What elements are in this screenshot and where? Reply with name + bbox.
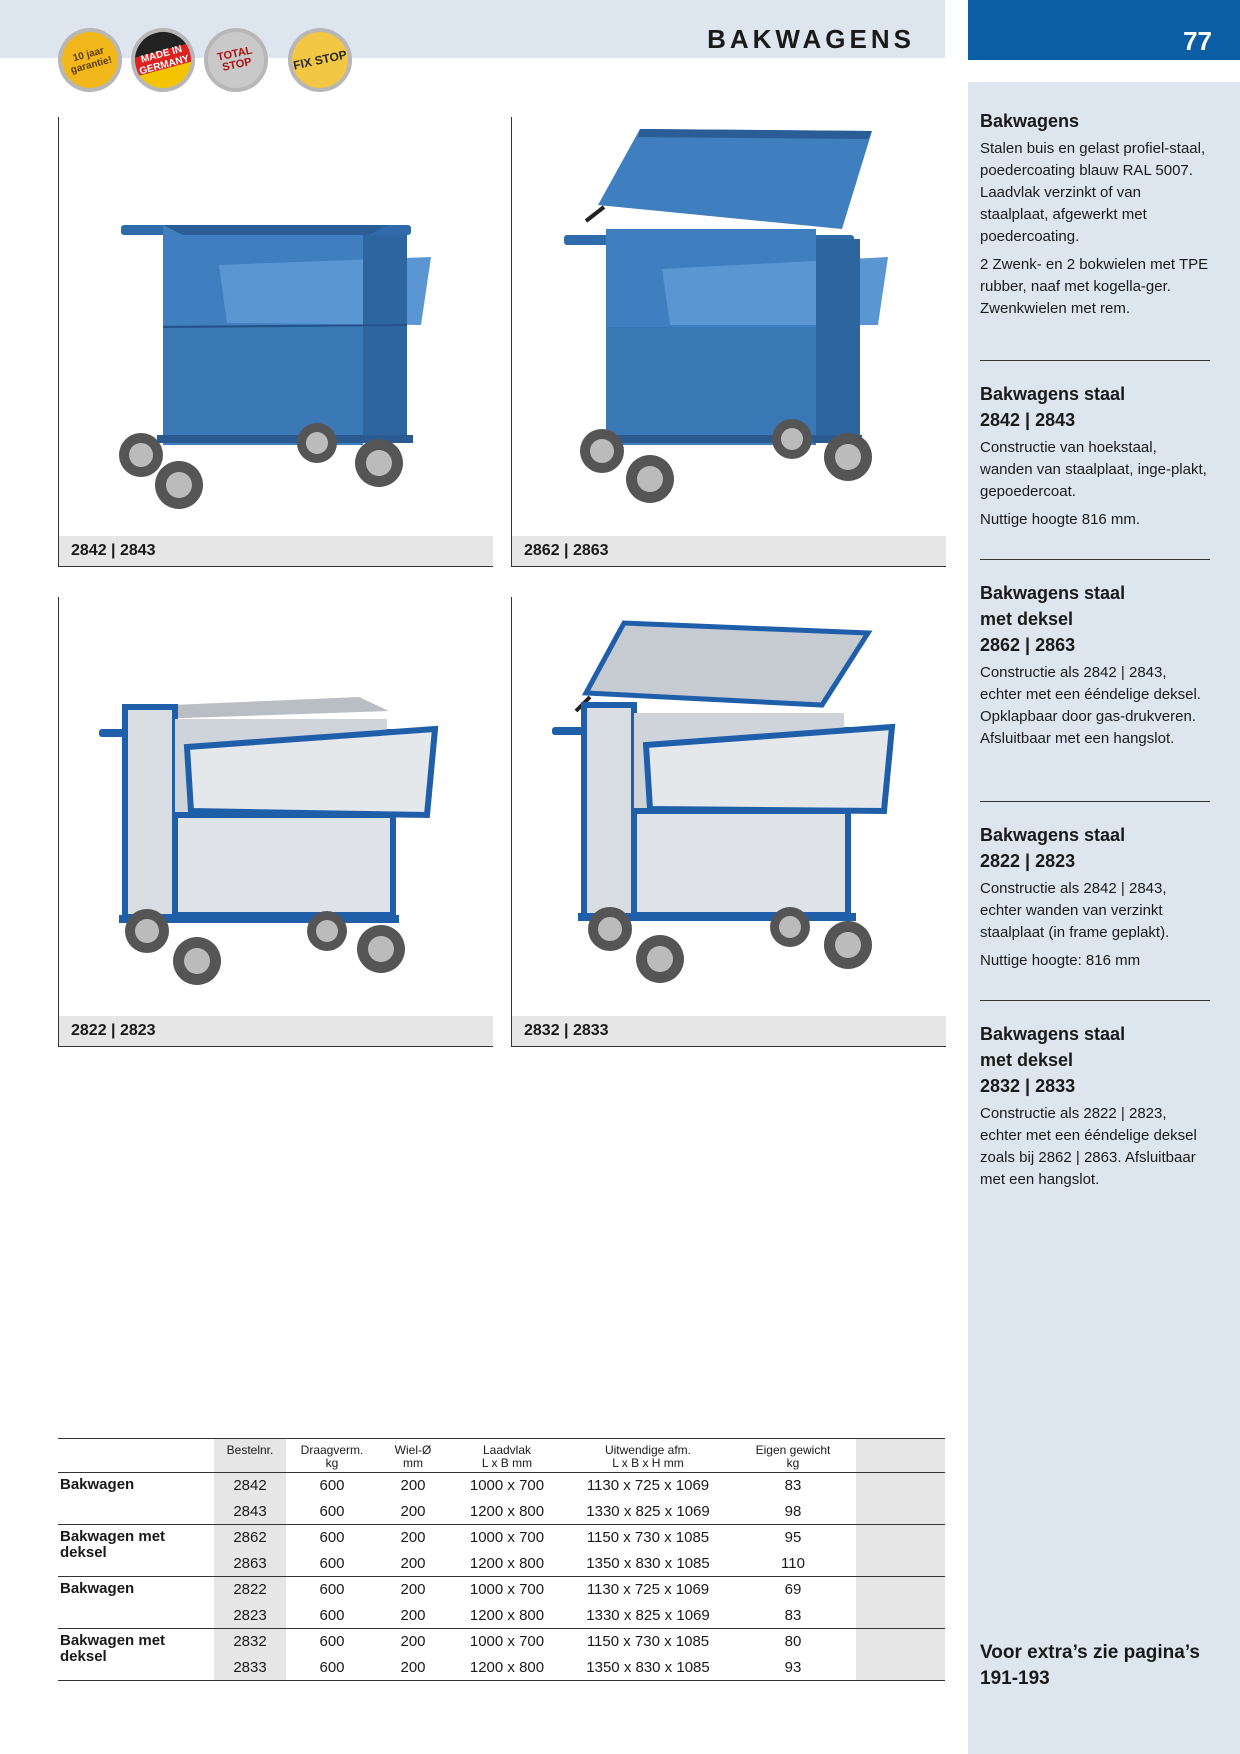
section-divider bbox=[980, 360, 1210, 361]
spec-table bbox=[58, 1438, 945, 1681]
table-cell: 95 bbox=[730, 1525, 856, 1551]
table-cell: 110 bbox=[781, 1554, 805, 1572]
table-cell: 600 bbox=[286, 1655, 378, 1681]
table-cell: 600 bbox=[286, 1473, 378, 1499]
table-cell: 200 bbox=[400, 1502, 426, 1520]
table-header-load: Draagverm. kg bbox=[286, 1439, 378, 1473]
section-divider bbox=[980, 801, 1210, 802]
section-text: Nuttige hoogte 816 mm. bbox=[980, 511, 1141, 528]
table-cell: 69 bbox=[730, 1577, 856, 1603]
table-cell-nr: 2833 bbox=[214, 1655, 286, 1681]
table-cell: 1200 x 800 bbox=[469, 1606, 545, 1624]
section-text: Constructie van hoekstaal, wanden van staalplaat, inge-plakt, gepoedercoat. bbox=[980, 439, 1207, 500]
table-cell: 80 bbox=[730, 1629, 856, 1655]
table-cell: 200 bbox=[378, 1473, 448, 1499]
table-cell: 200 bbox=[378, 1629, 448, 1655]
table-cell: 200 bbox=[378, 1577, 448, 1603]
section-title: Bakwagens staal bbox=[980, 583, 1126, 603]
table-header-nr: Bestelnr. bbox=[214, 1439, 286, 1473]
table-group-name: Bakwagen met deksel bbox=[58, 1525, 214, 1577]
section-divider bbox=[980, 559, 1210, 560]
cart-zinc-open-illustration bbox=[59, 597, 493, 1017]
table-row bbox=[58, 1473, 945, 1499]
table-cell-extra bbox=[856, 1603, 945, 1629]
table-cell: 1150 x 730 x 1085 bbox=[566, 1525, 730, 1551]
sidebar-intro-title: Bakwagens bbox=[980, 111, 1080, 131]
sidebar-section-2832 bbox=[980, 1000, 1210, 1191]
product-caption: 2862 | 2863 bbox=[512, 536, 946, 566]
product-caption: 2822 | 2823 bbox=[59, 1016, 493, 1046]
cart-zinc-lid-illustration bbox=[512, 597, 946, 1017]
table-cell-extra bbox=[856, 1499, 945, 1525]
table-cell: 200 bbox=[400, 1606, 426, 1624]
table-group-name: Bakwagen bbox=[58, 1473, 214, 1525]
page-number-box bbox=[968, 0, 1240, 60]
table-header-outer: Uitwendige afm. L x B x H mm bbox=[566, 1439, 730, 1473]
section-text: Constructie als 2822 | 2823, echter met een ééndelige deksel zoals bij 2862 | 2863. Afsluitbaar met een hangslot. bbox=[980, 1105, 1197, 1188]
table-cell: 1000 x 700 bbox=[448, 1577, 566, 1603]
section-title-2: met deksel bbox=[980, 609, 1074, 629]
product-panel-2842 bbox=[58, 117, 493, 567]
table-cell: 600 bbox=[319, 1554, 345, 1572]
table-cell: 600 bbox=[286, 1577, 378, 1603]
section-text: Nuttige hoogte: 816 mm bbox=[980, 952, 1141, 969]
table-cell-nr: 2863 bbox=[214, 1551, 286, 1577]
section-divider bbox=[980, 1000, 1210, 1001]
sidebar-section-2822 bbox=[980, 801, 1210, 972]
sidebar-section-2842 bbox=[980, 360, 1210, 531]
table-cell: 1330 x 825 x 1069 bbox=[586, 1606, 710, 1624]
table-cell: 93 bbox=[730, 1655, 856, 1681]
table-cell: 1000 x 700 bbox=[448, 1629, 566, 1655]
table-cell-nr: 2842 bbox=[214, 1473, 286, 1499]
cart-blue-lid-illustration bbox=[512, 117, 946, 537]
table-cell: 600 bbox=[319, 1606, 345, 1624]
table-cell-extra bbox=[856, 1655, 945, 1681]
section-text: Constructie als 2842 | 2843, echter met een ééndelige deksel. Opklapbaar door gas-drukveren. Afsluitbaar met een hangslot. bbox=[980, 664, 1201, 747]
section-title: Bakwagens staal bbox=[980, 384, 1126, 404]
table-row bbox=[58, 1629, 945, 1655]
table-cell: 1000 x 700 bbox=[448, 1525, 566, 1551]
product-panel-2822 bbox=[58, 597, 493, 1047]
table-header-wheel: Wiel-Ø mm bbox=[378, 1439, 448, 1473]
page-title: BAKWAGENS bbox=[707, 24, 915, 54]
table-cell: 200 bbox=[400, 1554, 426, 1572]
sidebar-intro-text: 2 Zwenk- en 2 bokwielen met TPE rubber, naaf met kogella-ger. Zwenkwielen met rem. bbox=[980, 256, 1209, 317]
table-cell-extra bbox=[856, 1473, 945, 1499]
table-header-deck: Laadvlak L x B mm bbox=[448, 1439, 566, 1473]
garantie-badge-icon: 10 jaar garantie! bbox=[51, 21, 129, 99]
table-cell-nr: 2823 bbox=[214, 1603, 286, 1629]
table-cell: 98 bbox=[784, 1502, 802, 1520]
product-panel-2832 bbox=[511, 597, 946, 1047]
table-cell: 1330 x 825 x 1069 bbox=[586, 1502, 710, 1520]
sidebar-section-2862 bbox=[980, 559, 1210, 750]
table-header-row bbox=[58, 1439, 945, 1473]
table-row bbox=[58, 1577, 945, 1603]
table-cell: 1150 x 730 x 1085 bbox=[566, 1629, 730, 1655]
cart-blue-open-illustration bbox=[59, 117, 493, 537]
table-cell-nr: 2832 bbox=[214, 1629, 286, 1655]
table-header-extra bbox=[856, 1439, 945, 1473]
table-cell: 1200 x 800 bbox=[469, 1502, 545, 1520]
table-cell-extra bbox=[856, 1577, 945, 1603]
made-in-germany-badge-icon: MADE IN GERMANY bbox=[124, 21, 202, 99]
table-cell: 1200 x 800 bbox=[469, 1554, 545, 1572]
table-cell-extra bbox=[856, 1525, 945, 1551]
product-caption: 2842 | 2843 bbox=[59, 536, 493, 566]
table-cell: 1130 x 725 x 1069 bbox=[566, 1577, 730, 1603]
section-subtitle: 2842 | 2843 bbox=[980, 410, 1076, 430]
table-header-weight: Eigen gewicht kg bbox=[730, 1439, 856, 1473]
page-number: 77 bbox=[1183, 26, 1212, 56]
table-cell-nr: 2822 bbox=[214, 1577, 286, 1603]
total-stop-badge-icon: TOTAL STOP bbox=[198, 22, 274, 98]
table-cell: 1350 x 830 x 1085 bbox=[586, 1554, 710, 1572]
table-cell: 1200 x 800 bbox=[448, 1655, 566, 1681]
table-cell-nr: 2843 bbox=[214, 1499, 286, 1525]
section-subtitle: 2862 | 2863 bbox=[980, 635, 1076, 655]
table-group-name: Bakwagen met deksel bbox=[58, 1629, 214, 1681]
table-cell: 1000 x 700 bbox=[448, 1473, 566, 1499]
table-row bbox=[58, 1525, 945, 1551]
section-title-2: met deksel bbox=[980, 1050, 1074, 1070]
fix-stop-badge-icon: FIX STOP bbox=[282, 22, 358, 98]
table-group-name: Bakwagen bbox=[58, 1577, 214, 1629]
section-title: Bakwagens staal bbox=[980, 825, 1126, 845]
product-panel-2862 bbox=[511, 117, 946, 567]
section-title: Bakwagens staal bbox=[980, 1024, 1126, 1044]
sidebar-intro bbox=[980, 108, 1210, 320]
table-cell: 600 bbox=[286, 1629, 378, 1655]
table-header-name bbox=[58, 1439, 214, 1473]
product-caption: 2832 | 2833 bbox=[512, 1016, 946, 1046]
table-cell: 200 bbox=[378, 1525, 448, 1551]
table-cell-extra bbox=[856, 1629, 945, 1655]
table-cell: 1350 x 830 x 1085 bbox=[566, 1655, 730, 1681]
table-cell-nr: 2862 bbox=[214, 1525, 286, 1551]
sidebar-footer-note: Voor extra’s zie pagina’s 191-193 bbox=[980, 1642, 1200, 1689]
section-subtitle: 2822 | 2823 bbox=[980, 851, 1076, 871]
section-text: Constructie als 2842 | 2843, echter wanden van verzinkt staalplaat (in frame geplakt). bbox=[980, 880, 1170, 941]
table-cell: 600 bbox=[319, 1502, 345, 1520]
table-cell: 200 bbox=[378, 1655, 448, 1681]
table-cell: 600 bbox=[286, 1525, 378, 1551]
sidebar-intro-text: Stalen buis en gelast profiel-staal, poedercoating blauw RAL 5007. Laadvlak verzinkt of van staalplaat, afgewerkt met poedercoating. bbox=[980, 140, 1206, 245]
table-cell: 83 bbox=[784, 1606, 802, 1624]
table-cell: 1130 x 725 x 1069 bbox=[566, 1473, 730, 1499]
table-cell: 83 bbox=[730, 1473, 856, 1499]
table-cell-extra bbox=[856, 1551, 945, 1577]
section-subtitle: 2832 | 2833 bbox=[980, 1076, 1076, 1096]
